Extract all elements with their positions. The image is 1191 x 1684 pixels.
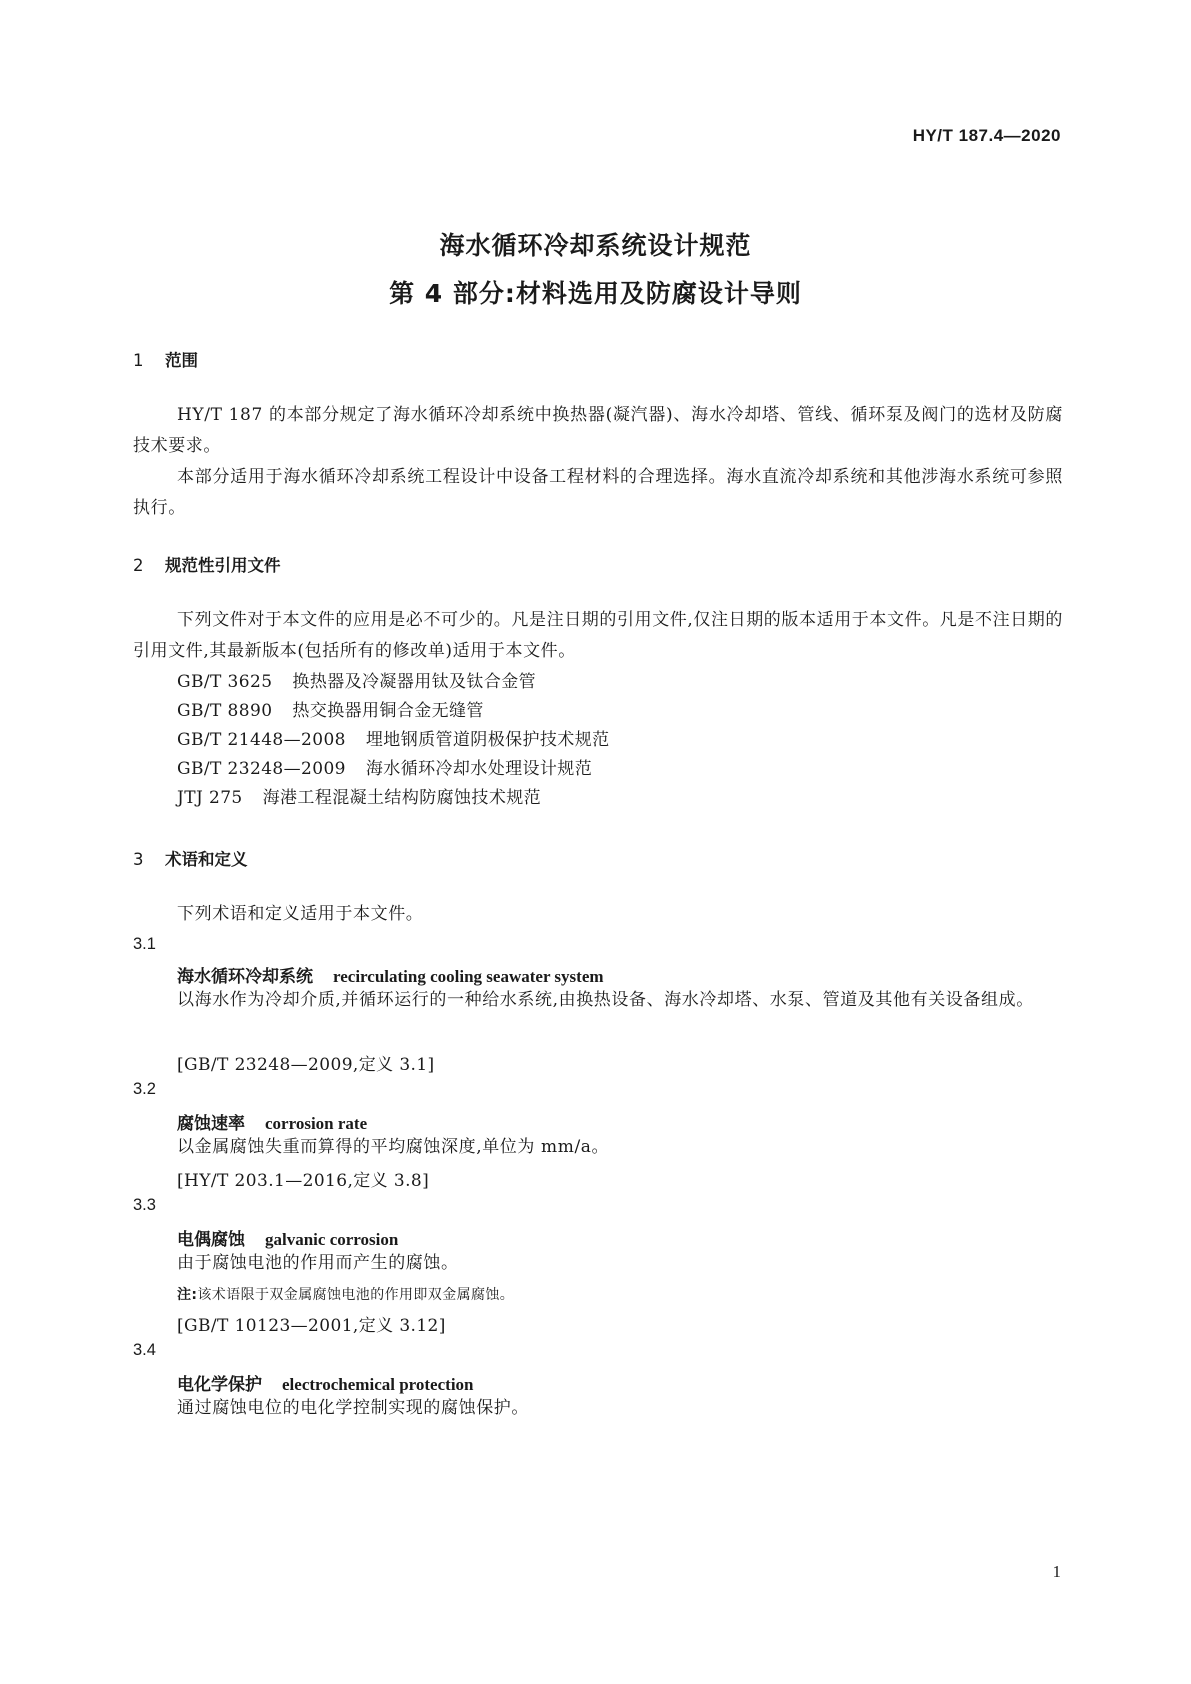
section-3-heading	[133, 846, 248, 870]
note-text: 该术语限于双金属腐蚀电池的作用即双金属腐蚀。	[197, 1287, 515, 1303]
ref-code: JTJ 275	[177, 788, 243, 808]
section-2-number: 2	[133, 556, 144, 575]
term-source: [GB/T 23248—2009,定义 3.1]	[177, 1055, 435, 1075]
term-zh: 海水循环冷却系统	[177, 967, 313, 987]
ref-title: 海水循环冷却水处理设计规范	[365, 759, 593, 779]
term-heading	[177, 1225, 398, 1250]
clause-number: 3.4	[133, 1341, 156, 1359]
title-line-2: 第 4 部分:材料选用及防腐设计导则	[389, 279, 802, 308]
ref-item	[177, 754, 592, 785]
ref-title: 热交换器用铜合金无缝管	[292, 701, 484, 721]
section-3-number: 3	[133, 850, 144, 869]
clause-number: 3.3	[133, 1196, 156, 1214]
term-en: recirculating cooling seawater system	[333, 967, 604, 986]
ref-item	[177, 725, 610, 756]
section-1-para-1: HY/T 187 的本部分规定了海水循环冷却系统中换热器(凝汽器)、海水冷却塔、管线、循环泵及阀门的选材及防腐技术要求。	[133, 405, 1063, 456]
term-definition: 以海水作为冷却介质,并循环运行的一种给水系统,由换热设备、海水冷却塔、水泵、管道及其他有关设备组成。	[177, 990, 1034, 1010]
ref-title: 海港工程混凝土结构防腐蚀技术规范	[262, 788, 542, 808]
clause-number: 3.1	[133, 935, 156, 953]
term-source: [HY/T 203.1—2016,定义 3.8]	[177, 1171, 430, 1191]
clause-number: 3.2	[133, 1080, 156, 1098]
term-zh: 电化学保护	[177, 1375, 262, 1395]
section-3-intro: 下列术语和定义适用于本文件。	[177, 904, 424, 924]
term-note	[177, 1284, 514, 1304]
section-1-title: 范围	[165, 351, 198, 370]
term-source: [GB/T 10123—2001,定义 3.12]	[177, 1316, 446, 1336]
term-heading	[177, 1370, 474, 1395]
ref-item	[177, 783, 541, 814]
page-number: 1	[1052, 1562, 1061, 1581]
ref-code: GB/T 21448—2008	[177, 730, 346, 750]
section-1-heading	[133, 347, 198, 371]
title-line-1: 海水循环冷却系统设计规范	[439, 231, 752, 260]
term-definition: 由于腐蚀电池的作用而产生的腐蚀。	[177, 1253, 459, 1273]
document-title	[0, 222, 1191, 318]
term-en: corrosion rate	[265, 1114, 368, 1133]
ref-code: GB/T 3625	[177, 672, 273, 692]
ref-title: 换热器及冷凝器用钛及钛合金管	[292, 672, 537, 692]
section-3-title: 术语和定义	[165, 850, 248, 869]
section-2-intro: 下列文件对于本文件的应用是必不可少的。凡是注日期的引用文件,仅注日期的版本适用于本文件。凡是不注日期的引用文件,其最新版本(包括所有的修改单)适用于本文件。	[133, 610, 1064, 661]
section-1-para-2: 本部分适用于海水循环冷却系统工程设计中设备工程材料的合理选择。海水直流冷却系统和其他涉海水系统可参照执行。	[133, 467, 1063, 518]
term-heading	[177, 962, 604, 987]
section-2-heading	[133, 552, 281, 576]
ref-code: GB/T 8890	[177, 701, 273, 721]
term-definition: 以金属腐蚀失重而算得的平均腐蚀深度,单位为 mm/a。	[177, 1137, 610, 1157]
note-label: 注:	[177, 1287, 198, 1303]
ref-item	[177, 667, 536, 698]
standard-number: HY/T 187.4—2020	[912, 126, 1061, 145]
term-zh: 腐蚀速率	[177, 1114, 245, 1134]
term-heading	[177, 1109, 367, 1134]
ref-item	[177, 696, 484, 727]
term-en: electrochemical protection	[282, 1375, 474, 1394]
ref-title: 埋地钢质管道阴极保护技术规范	[365, 730, 610, 750]
term-zh: 电偶腐蚀	[177, 1230, 245, 1250]
term-definition: 通过腐蚀电位的电化学控制实现的腐蚀保护。	[177, 1398, 529, 1418]
term-en: galvanic corrosion	[265, 1230, 399, 1249]
ref-code: GB/T 23248—2009	[177, 759, 346, 779]
section-2-title: 规范性引用文件	[165, 556, 281, 575]
section-1-number: 1	[133, 351, 144, 370]
